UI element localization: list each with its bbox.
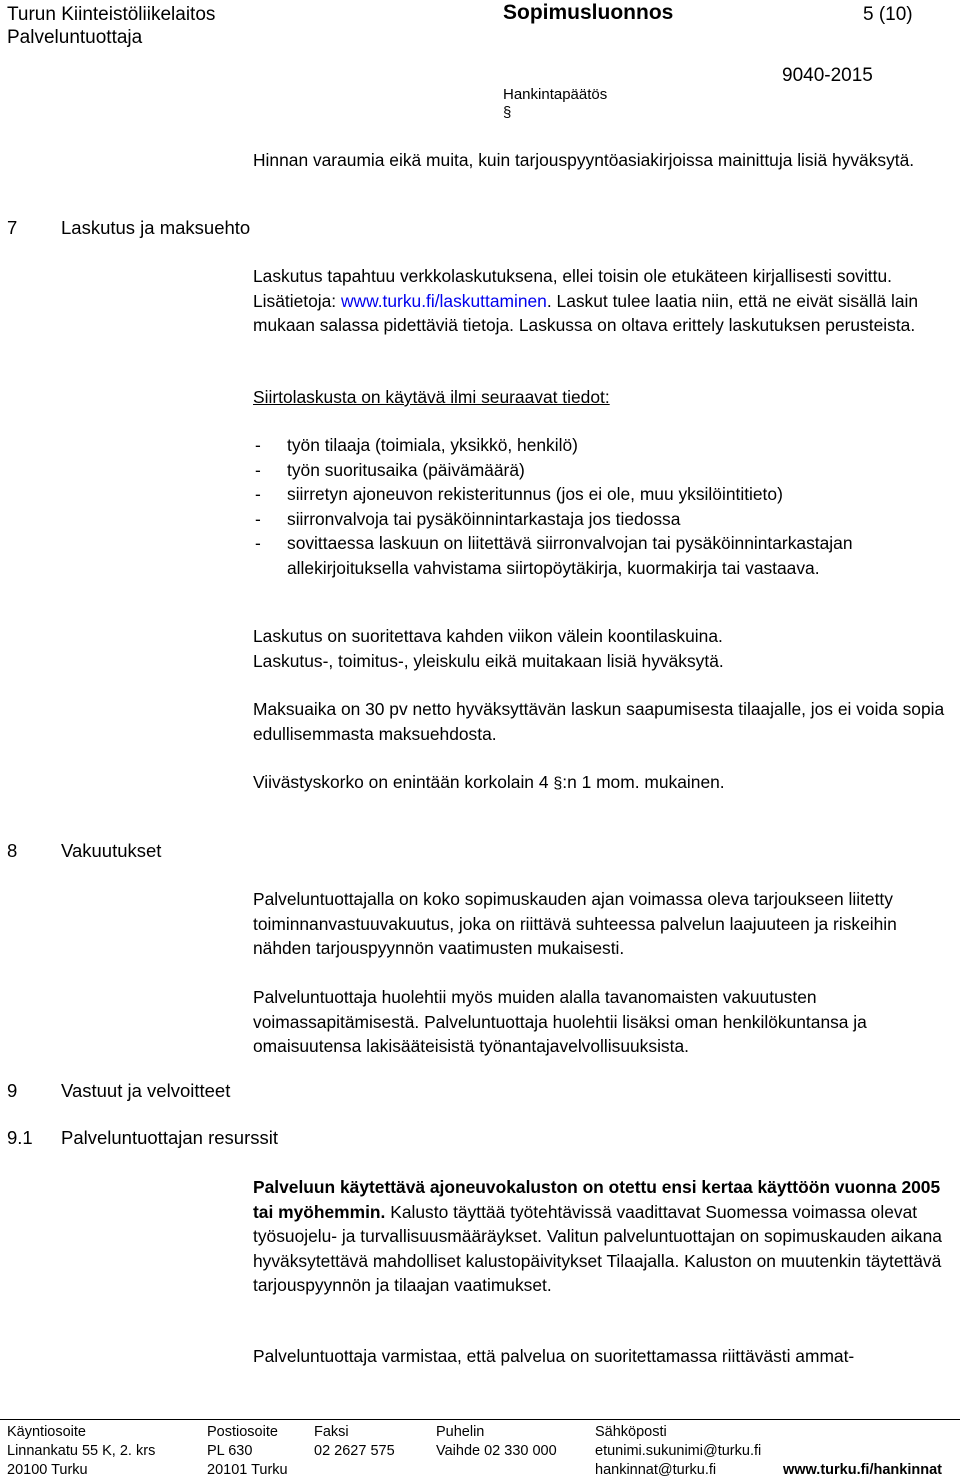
billing-text-a: Laskutus tapahtuu verkkolaskutuksena, ellei toisin ole etukäteen kirjallisesti sovittu. Lisätietoja: [253,266,892,311]
footer-label: Puhelin [436,1424,485,1440]
billing-list [253,433,951,580]
footer-post-address [207,1423,288,1480]
interest-paragraph [253,770,953,797]
footer-email-link[interactable]: etunimi.sukunimi@turku.fi [595,1443,762,1459]
section-9-number: 9 [7,1080,18,1101]
section-8-number: 8 [7,840,18,861]
list-item: - työn suoritusaika (päivämäärä) [253,458,951,483]
billing-text-b: . Laskut tulee laatia niin, että ne eivät sisällä lain mukaan salassa pidettäviä tietoja. Laskussa on oltava erittely laskutuksen perusteista. [253,290,919,335]
insurance-paragraph-1: Palveluntuottajalla on koko sopimuskauden ajan voimassa oleva tarjoukseen liitetty toiminnanvastuuvakuutus, joka on riittävä suhteessa palvelun laajuuteen ja riskeihin nähden tarjouspyynnön vaatimusten mukaisesti. [253,889,897,958]
section-7-heading [7,216,250,240]
header-role: Palveluntuottaja [7,27,143,48]
document-title: Sopimusluonnos [503,1,674,24]
footer-email-link[interactable]: hankinnat@turku.fi [595,1462,717,1478]
billing-link[interactable]: www.turku.fi/laskuttaminen [340,290,547,311]
resources-bold-text: Palveluun käytettävä ajoneuvokaluston on otettu ensi kertaa käyttöön vuonna 2005 tai myöhemmin. [253,1177,941,1222]
insurance-paragraph-2: Palveluntuottaja huolehtii myös muiden alalla tavanomaisten vakuutusten voimassapitämisestä. Palveluntuottaja huolehtii lisäksi oman henkilökuntansa ja omaisuutensa lakisääteisistä työnantajavelvollisuuksista. [253,987,867,1056]
section-8-heading [7,839,161,863]
section-7-title: Laskutus ja maksuehto [61,217,251,238]
list-item: - sovittaessa laskuun on liitettävä siirronvalvojan tai pysäköinnintarkastajan allekirjoituksella vahvistama siirtopöytäkirja, kuormakirja tai vastaava. [253,531,951,580]
section-9-heading [7,1079,230,1103]
footer-phone [436,1423,557,1461]
footer [0,1423,960,1479]
resources-paragraph-1 [253,1175,953,1298]
billing-paragraph-1 [253,264,953,338]
footer-value: Linnankatu 55 K, 2. krs [7,1443,156,1459]
footer-value: 02 2627 575 [314,1443,395,1459]
section-9-1-number: 9.1 [7,1127,33,1148]
footer-fax [314,1423,395,1461]
section-7-number: 7 [7,217,18,238]
footer-value: 20100 Turku [7,1462,88,1478]
footer-label: Käyntiosoite [7,1424,86,1440]
footer-label: Postiosoite [207,1424,278,1440]
list-item: - siirronvalvoja tai pysäköinnintarkastaja jos tiedossa [253,507,951,532]
footer-visit-address [7,1423,155,1480]
section-9-title: Vastuut ja velvoitteet [61,1080,231,1101]
payment-term-paragraph: Maksuaika on 30 pv netto hyväksyttävän laskun saapumisesta tilaajalle, jos ei voida sopia edullisemmasta maksuehdosta. [253,699,945,744]
footer-label: Sähköposti [595,1424,667,1440]
billing-list-heading: Siirtolaskusta on käytävä ilmi seuraavat tiedot: [253,387,610,407]
footer-divider [0,1419,960,1420]
list-item: - työn tilaaja (toimiala, yksikkö, henkilö) [253,433,951,458]
section-9-1-heading [7,1126,278,1150]
footer-email [595,1423,761,1480]
interest-section-mark: § [553,775,563,792]
page-number: 5 (10) [863,4,913,25]
interest-text-a: Viivästyskorko on enintään korkolain 4 [253,772,554,792]
section-mark: § [503,104,512,121]
billing-no-extras-line: Laskutus-, toimitus-, yleiskulu eikä muitakaan lisiä hyväksytä. [253,650,724,671]
section-8-title: Vakuutukset [61,840,162,861]
footer-label: Faksi [314,1424,349,1440]
footer-value: PL 630 [207,1443,253,1459]
footer-value: 20101 Turku [207,1462,288,1478]
section-9-1-title: Palveluntuottajan resurssit [61,1127,278,1148]
billing-paragraph-2 [253,624,953,673]
billing-interval-line: Laskutus on suoritettava kahden viikon välein koontilaskuina. [253,626,723,646]
interest-text-b: :n 1 mom. mukainen. [562,772,725,792]
document-number: 9040-2015 [782,65,873,86]
list-item: - siirretyn ajoneuvon rekisteritunnus (jos ei ole, muu yksilöintitieto) [253,482,951,507]
intro-paragraph: Hinnan varaumia eikä muita, kuin tarjouspyyntöasiakirjoissa mainittuja lisiä hyväksytä. [253,150,915,170]
resources-paragraph-2: Palveluntuottaja varmistaa, että palvelua on suoritettamassa riittävästi ammat- [253,1346,855,1366]
resources-text: Kalusto täyttää työtehtävissä vaadittavat Suomessa voimassa olevat työsuojelu- ja turvallisuusmääräykset. Valitun palveluntuottajan on sopimuskauden aikana hyväksytettävä mahdolliset kalustopäivitykset Tilaajalla. Kaluston on muutenkin täytettävä tarjouspyynnön ja tilaajan vaatimukset. [253,1201,942,1295]
header-org: Turun Kiinteistöliikelaitos [7,4,216,25]
footer-website-link[interactable]: www.turku.fi/hankinnat [783,1462,942,1478]
footer-value: Vaihde 02 330 000 [436,1443,557,1459]
decision-label: Hankintapäätös [503,86,608,103]
